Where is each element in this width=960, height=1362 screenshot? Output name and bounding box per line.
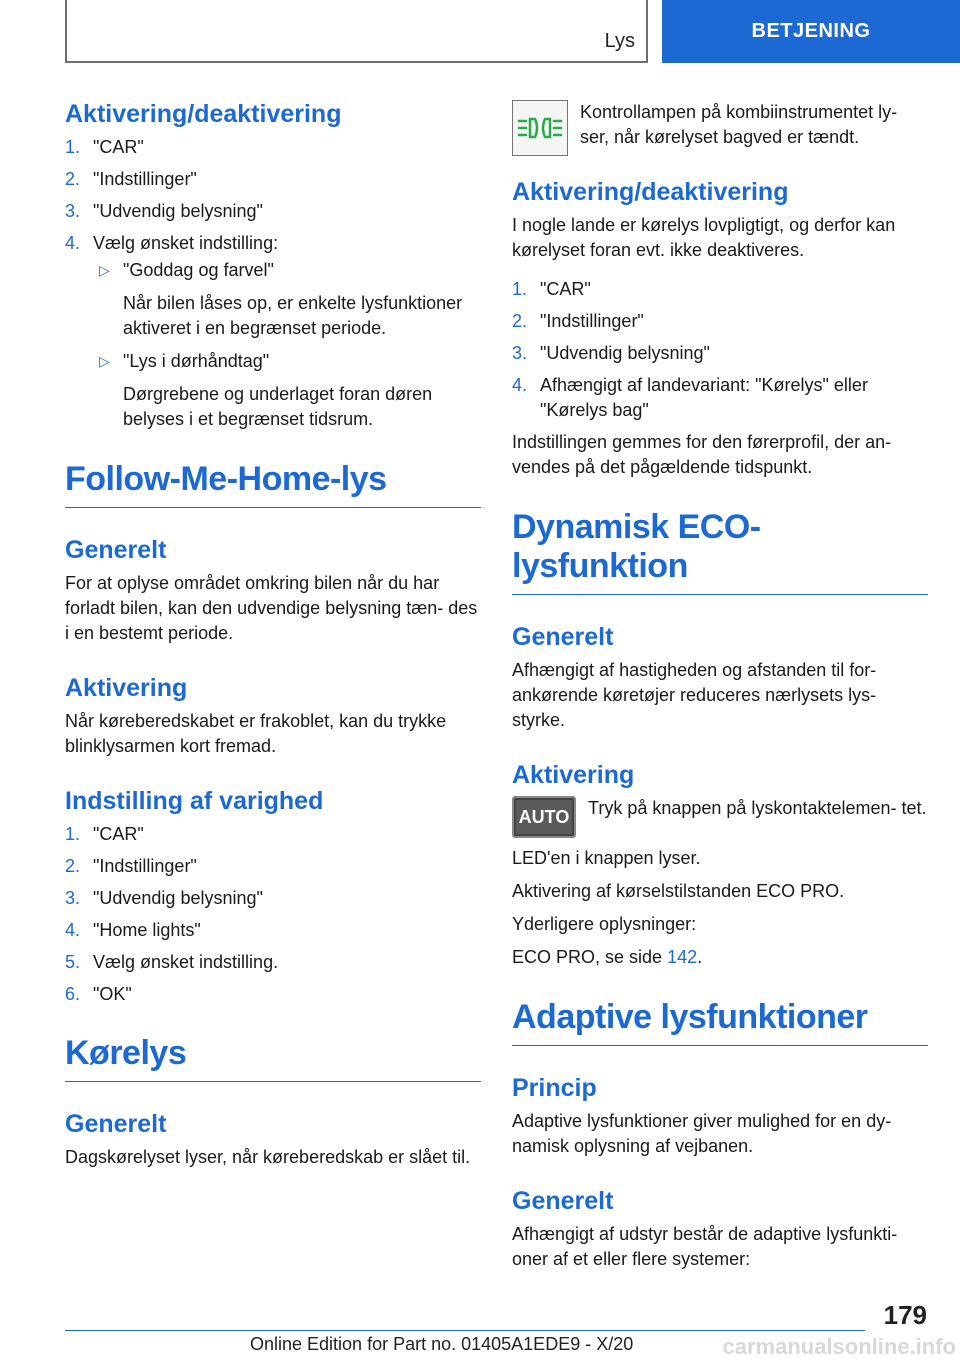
- list-item: [65, 199, 481, 224]
- step-number: 1.: [65, 137, 81, 157]
- footer-edition: Online Edition for Part no. 01405A1EDE9 - X/20: [250, 1334, 634, 1354]
- step-number: 4.: [512, 375, 528, 395]
- step-number: 2.: [65, 856, 81, 876]
- list-item: [65, 950, 481, 975]
- page-reference-link[interactable]: 142: [667, 947, 698, 967]
- list-item: [512, 341, 928, 366]
- list-item: [93, 349, 481, 432]
- steps-list-2: [65, 822, 481, 1007]
- step-number: 5.: [65, 952, 81, 972]
- option-title: "Lys i dørhåndtag": [123, 351, 270, 371]
- auto-description: Tryk på knappen på lyskontaktelemen- tet.: [588, 798, 927, 818]
- auto-button-row: [512, 796, 928, 838]
- paragraph-eco-mode: Aktivering af kørselstilstanden ECO PRO.: [512, 881, 845, 901]
- triangle-bullet-icon: ▷: [99, 353, 110, 369]
- paragraph-saved: Indstillingen gemmes for den førerprofil, der an- vendes på det pågældende tidspunkt.: [512, 432, 892, 477]
- heading-duration: Indstilling af varighed: [65, 787, 324, 815]
- header-frame: [65, 0, 648, 63]
- step-text: "Udvendig belysning": [93, 201, 263, 221]
- sub-options-list: [93, 258, 481, 432]
- list-item: [65, 822, 481, 847]
- daytime-running-light-icon: [512, 100, 568, 156]
- option-title: "Goddag og farvel": [123, 260, 274, 280]
- triangle-bullet-icon: ▷: [99, 262, 110, 278]
- list-item: [65, 854, 481, 879]
- step-text: "OK": [93, 984, 132, 1004]
- list-item: [512, 277, 928, 302]
- step-text: Vælg ønsket indstilling:: [93, 233, 279, 253]
- heading-general: Generelt: [65, 536, 167, 564]
- step-text: Afhængigt af landevariant: "Kørelys" eller "Kørelys bag": [540, 375, 868, 420]
- heading-eco-light: Dynamisk ECO-lysfunktion: [512, 508, 928, 595]
- step-number: 4.: [65, 920, 81, 940]
- heading-princip: Princip: [512, 1074, 597, 1102]
- paragraph-general-2: Dagskørelyset lyser, når køreberedskab er slået til.: [65, 1147, 471, 1167]
- step-text: "Udvendig belysning": [540, 343, 710, 363]
- lamp-description: Kontrollampen på kombiinstrumentet ly- ser, når kørelyset bagved er tændt.: [580, 102, 898, 147]
- option-description: Dørgrebene og underlaget foran døren belyses i et begrænset tidsrum.: [123, 384, 433, 429]
- paragraph-general-right-2: Afhængigt af udstyr består de adaptive lysfunkti- oner af et eller flere systemer:: [512, 1224, 898, 1269]
- list-item: [65, 886, 481, 911]
- auto-button-icon: AUTO: [512, 796, 576, 838]
- list-item: [512, 309, 928, 334]
- steps-list-3: [512, 277, 928, 423]
- heading-korelys: Kørelys: [65, 1034, 481, 1082]
- step-number: 2.: [512, 311, 528, 331]
- heading-general-2: Generelt: [65, 1110, 167, 1138]
- list-item: [93, 258, 481, 341]
- step-text: "CAR": [540, 279, 591, 299]
- step-number: 1.: [65, 824, 81, 844]
- step-text: Vælg ønsket indstilling.: [93, 952, 279, 972]
- lamp-icon-box: [512, 100, 568, 156]
- header-chapter-tab[interactable]: BETJENING: [662, 0, 960, 63]
- left-column: [65, 100, 481, 1178]
- reference-text: ECO PRO, se side: [512, 947, 668, 967]
- lamp-info-row: [512, 100, 928, 158]
- step-number: 3.: [65, 888, 81, 908]
- step-text: "Indstillinger": [93, 856, 197, 876]
- heading-activering-right: Aktivering: [512, 761, 635, 789]
- paragraph-princip: Adaptive lysfunktioner giver mulighed for en dy- namisk oplysning af vejbanen.: [512, 1111, 892, 1156]
- step-text: "CAR": [93, 137, 144, 157]
- header-section-title: Lys: [604, 30, 635, 52]
- paragraph-more-info: Yderligere oplysninger:: [512, 914, 697, 934]
- heading-adaptive: Adaptive lysfunktioner: [512, 998, 928, 1046]
- list-item: [65, 918, 481, 943]
- heading-activering: Aktivering: [65, 674, 188, 702]
- step-text: "Home lights": [93, 920, 201, 940]
- paragraph-general: For at oplyse området omkring bilen når du har forladt bilen, kan den udvendige belysning tæn- des i en bestemt periode.: [65, 573, 478, 643]
- heading-activation-right: Aktivering/deaktivering: [512, 178, 789, 206]
- step-number: 3.: [65, 201, 81, 221]
- step-text: "CAR": [93, 824, 144, 844]
- step-text: "Udvendig belysning": [93, 888, 263, 908]
- step-number: 1.: [512, 279, 528, 299]
- list-item: [65, 231, 481, 432]
- paragraph-general-right: Afhængigt af hastigheden og afstanden til for- ankørende køretøjer reduceres nærlysets lys- styrke.: [512, 660, 877, 730]
- heading-general-right: Generelt: [512, 623, 614, 651]
- paragraph-reference: [512, 945, 928, 970]
- heading-activation: Aktivering/deaktivering: [65, 100, 342, 128]
- steps-list-1: [65, 135, 481, 432]
- step-text: "Indstillinger": [93, 169, 197, 189]
- right-column: [512, 100, 928, 1280]
- list-item: [512, 373, 928, 423]
- step-number: 2.: [65, 169, 81, 189]
- option-description: Når bilen låses op, er enkelte lysfunktioner aktiveret i en begrænset periode.: [123, 293, 463, 338]
- heading-general-right-2: Generelt: [512, 1187, 614, 1215]
- watermark: carmanualsonline.info: [722, 1334, 956, 1359]
- heading-follow-me-home: Follow-Me-Home-lys: [65, 460, 481, 508]
- list-item: [65, 135, 481, 160]
- list-item: [65, 982, 481, 1007]
- footer-divider: [65, 1330, 865, 1331]
- step-number: 3.: [512, 343, 528, 363]
- list-item: [65, 167, 481, 192]
- step-number: 6.: [65, 984, 81, 1004]
- paragraph-activering: Når køreberedskabet er frakoblet, kan du trykke blinklysarmen kort fremad.: [65, 711, 447, 756]
- page-number: 179: [883, 1300, 927, 1330]
- reference-suffix: .: [697, 947, 703, 967]
- auto-icon-box: [512, 796, 576, 838]
- step-number: 4.: [65, 233, 81, 253]
- paragraph-activation: I nogle lande er kørelys lovpligtigt, og derfor kan kørelyset foran evt. ikke deaktiveres.: [512, 215, 896, 260]
- step-text: "Indstillinger": [540, 311, 644, 331]
- paragraph-led: LED'en i knappen lyser.: [512, 848, 701, 868]
